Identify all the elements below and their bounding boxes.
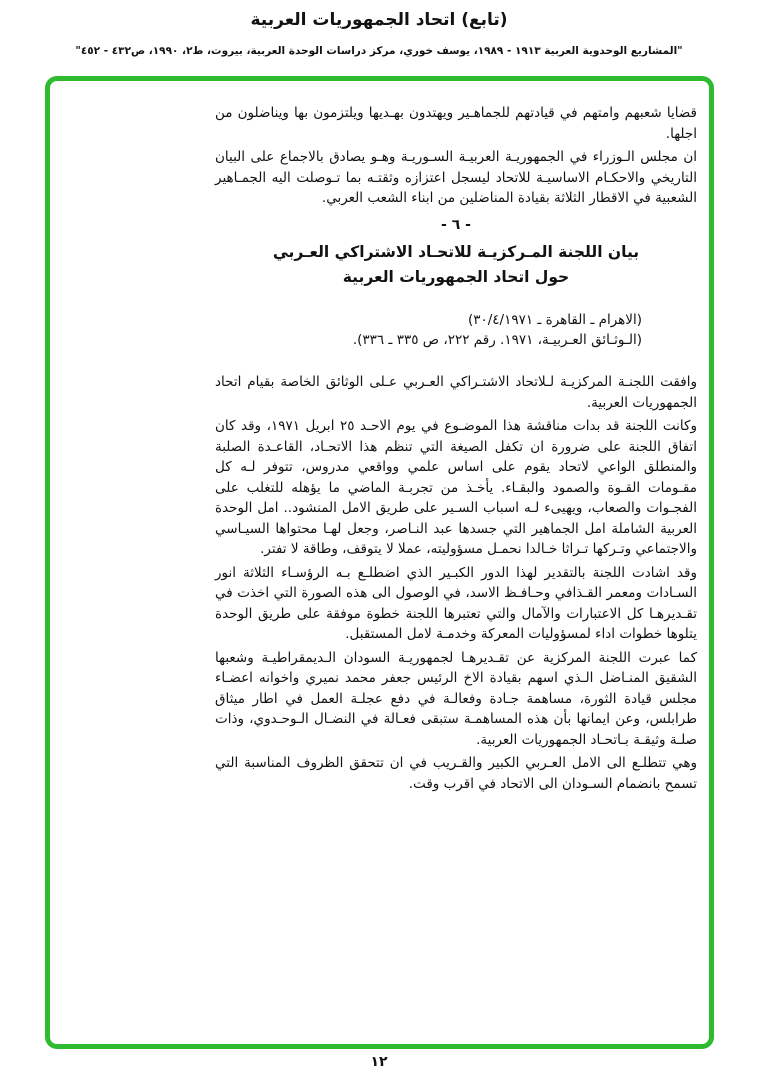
body-paragraph-4: كما عبرت اللجنة المركزية عن تقـديرهـا لجمهوريـة السودان الـديمقراطيـة وشعبها الشقيق المنـاضل الـذي اسهم بقيادة الاخ الرئيس جعفر محمد نميري واخوانه اعضـاء مجلس قيادة الثورة، مساهمة جـادة وفعالـة في دفع عجلـة العمل في اطار ميثاق طرابلس، وعن ايمانها بأن هذه المساهمـة ستبقى فعـالة في النضـال الـوحـدوي، وذات صلـة وثيقـة بـاتحـاد الجمهوريات العربية. (215, 649, 697, 748)
continuation-paragraph-2: ان مجلس الـوزراء في الجمهوريـة العربيـة السـوريـة وهـو يصادق بالاجماع على البيان التاريخي والاحكـام الاساسيـة للاتحاد ليسجل اعتزازه وثقتـه بما تـوصلت اليه الجمـاهير الشعبية في الاقطار الثلاثة بقيادة المناضلين من ابناء الشعب العربي. (215, 149, 697, 206)
source-citation-line-1: (الاهرام ـ القاهرة ـ ٣٠/٤/١٩٧١) (467, 312, 642, 328)
page-number: ١٢ (370, 1054, 388, 1070)
source-citation-line-2: (الـوثـائق العـربيـة، ١٩٧١. رقم ٢٢٢، ص ٣٣٥ ـ ٣٣٦). (352, 332, 642, 348)
page-footer (0, 1054, 758, 1070)
text-column (215, 103, 697, 797)
document-heading-line-1: بيان اللجنة المـركزيـة للاتحـاد الاشتراكي العـربي (272, 243, 640, 261)
source-citation-block (245, 310, 642, 350)
body-paragraph-3: وقد اشادت اللجنة بالتقدير لهذا الدور الكبـير الذي اضطلـع بـه الرؤسـاء الثلاثة انور السـادات ومعمر القـذافي وحـافـظ الاسد، في الوصول الى هذه الصورة التي اخذت في تقـديرهـا كل الاعتبارات والآمال والتي تعتبرها اللجنة خطوة موفقة على طريق الوحدة يتلوها خطوات اداء لمسؤوليات المعركة وخدمـة لامل المستقبل. (215, 564, 697, 642)
content-border-box (45, 76, 714, 1049)
document-heading-line-2: حول اتحاد الجمهوريات العربية (342, 268, 570, 286)
continuation-paragraph-1: قضايا شعبهم وامتهم في قيادتهم للجماهـير ويهتدون بهـديها ويلتزمون بها ويناضلون من اجلها. (215, 105, 697, 142)
document-heading (215, 240, 697, 290)
bibliographic-citation: "المشاريع الوحدوية العربية ١٩١٣ - ١٩٨٩، يوسف خوري، مركز دراسات الوحدة العربية، بيروت، ط٢، ١٩٩٠، ص٤٣٢ - ٤٥٢" (75, 45, 683, 57)
body-paragraph-1: وافقت اللجنـة المركزيـة لـلاتحاد الاشتـراكي العـربي عـلى الوثائق الخاصة بقيام اتحاد الجمهوريات العربية. (215, 374, 697, 411)
section-number-separator: - ٦ - (441, 216, 471, 233)
body-paragraph-5: وهي تتطلـع الى الامل العـربي الكبير والقـريب في ان تتحقق الظروف المناسبة التي تسمح بانضمام السـودان الى الاتحاد في اقرب وقت. (215, 755, 697, 792)
page-header (0, 0, 758, 57)
page-title: (تابع) اتحاد الجمهوريات العربية (250, 10, 508, 30)
body-paragraph-2: وكانت اللجنة قد بدات مناقشة هذا الموضـوع في يوم الاحـد ٢٥ ابريل ١٩٧١، وقد كان اتفاق اللجنة على ضرورة ان تكفل الصيغة التي تنظم هذا الاتحـاد، القاعـدة الصلبة والمنطلق الواعي لاتحاد يقوم على اساس علمي وواقعي مدروس، تتوفر لـه كل مقـومات القـوة والصمود والبقـاء. يأخـذ من تجربـة الماضي ما يؤهله للتغلب على الفجـوات والصعاب، ويهيىء لـه اسباب السـير على طريق الامل المنشود.. امل الوحدة العربية الشاملة امل الجماهير التي جسدها عبد النـاصر، وجعل لهـا محتواها السيـاسي والاجتماعي وتـركها تـراثا خـالدا نحمـل مسؤوليته، عملا لا يتوقف، وطاقة لا تفتر. (215, 418, 697, 557)
